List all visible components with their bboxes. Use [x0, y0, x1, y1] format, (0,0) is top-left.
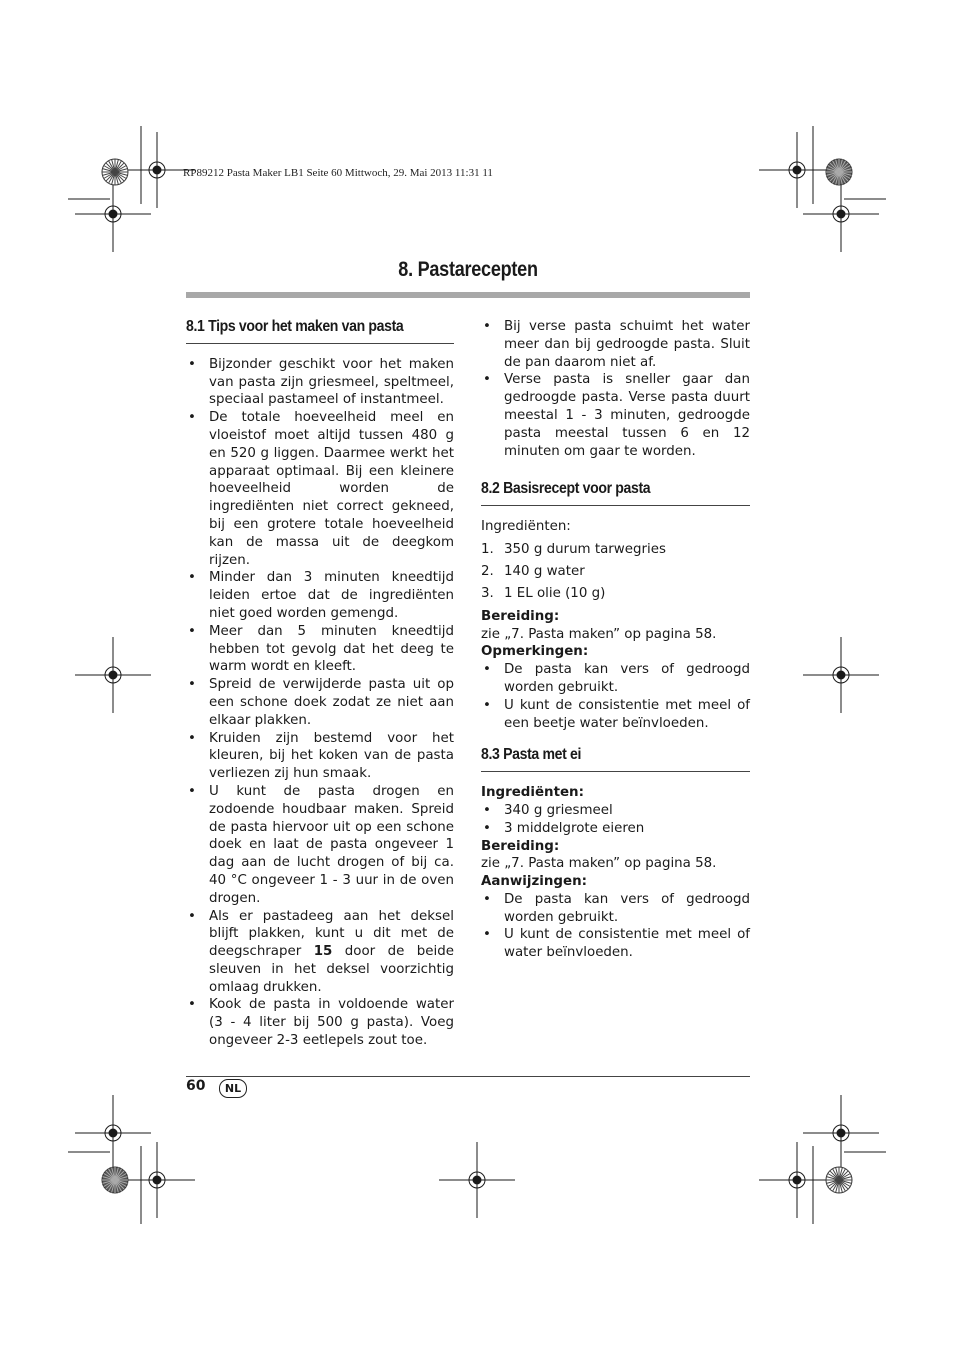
list-item: • U kunt de consistentie met meel of een beetje water beïnvloeden. — [481, 697, 750, 733]
list-item: • Bijzonder geschikt voor het maken van pasta zijn griesmeel, speltmeel, speciaal pastameel of instantmeel. — [186, 356, 454, 409]
section-heading-egg-pasta: 8.3 Pasta met ei — [481, 746, 750, 772]
list-item: • U kunt de consistentie met meel of water beïnvloeden. — [481, 926, 750, 962]
preparation-label: Bereiding: — [481, 608, 560, 624]
list-item: • 3 middelgrote eieren — [481, 820, 750, 838]
list-item: • Minder dan 3 minuten kneedtijd leiden ertoe dat de ingrediënten niet goed worden gemengd. — [186, 569, 454, 622]
list-item: • Als er pastadeeg aan het deksel blijft plakken, kunt u dit met de deegschraper 15 door de beide sleuven in het deksel voorzichtig omlaag drukken. — [186, 908, 454, 997]
title-rule — [186, 292, 750, 298]
section-heading-tips: 8.1 Tips voor het maken van pasta — [186, 318, 454, 344]
right-column — [481, 318, 750, 962]
page-title: 8. Pastarecepten — [398, 258, 538, 281]
list-item: • U kunt de pasta drogen en zodoende houdbaar maken. Spreid de pasta hiervoor uit op een schone doek en laat de pasta ongeveer 1 dag aan de lucht drogen of bij ca. 40 °C ongeveer 1 - 3 uur in de oven drogen. — [186, 783, 454, 908]
list-item: • Bij verse pasta schuimt het water meer dan bij gedroogde pasta. Sluit de pan daarom niet af. — [481, 318, 750, 371]
ingredients-label: Ingrediënten: — [481, 785, 584, 801]
list-item: • Spreid de verwijderde pasta uit op een schone doek zodat ze niet aan elkaar plakken. — [186, 676, 454, 729]
language-badge: NL — [219, 1079, 247, 1098]
list-item: 1. 350 g durum tarwegries — [481, 541, 666, 557]
part-number: 15 — [313, 944, 333, 960]
list-item: • De pasta kan vers of gedroogd worden gebruikt. — [481, 661, 750, 697]
notes-label: Aanwijzingen: — [481, 874, 587, 890]
list-item: • De pasta kan vers of gedroogd worden gebruikt. — [481, 891, 750, 927]
footer-rule — [186, 1076, 750, 1077]
ingredients-label: Ingrediënten: — [481, 519, 571, 535]
list-item: 2. 140 g water — [481, 563, 585, 579]
list-item: • Verse pasta is sneller gaar dan gedroogde pasta. Verse pasta duurt meestal 1 - 3 minuten, gedroogde pasta meestal tussen 6 en 12 minuten om gaar te worden. — [481, 371, 750, 460]
page-number: 60 — [186, 1078, 206, 1094]
preparation-label: Bereiding: — [481, 838, 560, 854]
tips-list — [186, 356, 454, 1050]
notes-list — [481, 891, 750, 962]
section-heading-basic-recipe: 8.2 Basisrecept voor pasta — [481, 480, 750, 506]
print-slug: RP89212 Pasta Maker LB1 Seite 60 Mittwoch, 29. Mai 2013 11:31 11 — [183, 167, 493, 179]
list-item: • Kruiden zijn bestemd voor het kleuren, bij het koken van de pasta verliezen zij hun smaak. — [186, 730, 454, 783]
list-item: • 340 g griesmeel — [481, 802, 750, 820]
left-column — [186, 318, 454, 1050]
notes-list — [481, 661, 750, 732]
list-item: • Kook de pasta in voldoende water (3 - 4 liter bij 500 g pasta). Voeg ongeveer 2-3 eetlepels zout toe. — [186, 996, 454, 1049]
preparation-text: zie „7. Pasta maken” op pagina 58. — [481, 856, 717, 872]
ingredients-list — [481, 802, 750, 838]
list-item: • De totale hoeveelheid meel en vloeistof moet altijd tussen 480 g en 520 g liggen. Daarmee werkt het apparaat optimaal. Bij een kleinere hoeveelheid worden de ingrediënten niet correct gekneed, bij een grotere totale hoeveelheid kan de massa uit de deegkom rijzen. — [186, 409, 454, 569]
ingredients-list — [481, 541, 750, 604]
preparation-text: zie „7. Pasta maken” op pagina 58. — [481, 626, 717, 642]
tips-list-continued — [481, 318, 750, 460]
list-item: 3. 1 EL olie (10 g) — [481, 586, 606, 602]
notes-label: Opmerkingen: — [481, 644, 589, 660]
list-item: • Meer dan 5 minuten kneedtijd hebben tot gevolg dat het deeg te warm wordt en kleeft. — [186, 623, 454, 676]
